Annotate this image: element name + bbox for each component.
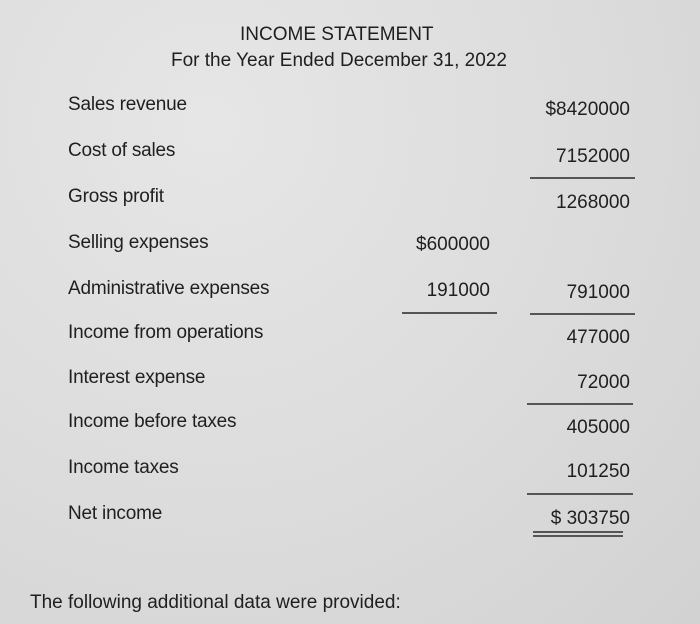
value-gross-profit: 1268000 — [556, 192, 630, 213]
row-label-cost-of-sales: Cost of sales — [68, 140, 176, 161]
row-label-net-income: Net income — [68, 503, 163, 524]
row-label-income-taxes: Income taxes — [68, 457, 179, 478]
row-label-income-before-taxes: Income before taxes — [68, 411, 237, 432]
additional-data-note: The following additional data were provided: — [30, 592, 401, 613]
double-underline-net-income-bottom — [533, 535, 623, 537]
statement-period: For the Year Ended December 31, 2022 — [171, 50, 507, 71]
row-label-gross-profit: Gross profit — [68, 186, 164, 207]
value-income-taxes: 101250 — [566, 461, 630, 482]
row-label-interest-expense: Interest expense — [68, 367, 206, 388]
value-cost-of-sales: 7152000 — [556, 146, 630, 167]
underline-cost-of-sales — [530, 177, 635, 179]
row-label-sales-revenue: Sales revenue — [68, 94, 187, 115]
underline-interest-expense — [527, 403, 633, 405]
value-total-operating-expenses: 791000 — [566, 282, 630, 303]
value-income-before-taxes: 405000 — [566, 417, 630, 438]
value-income-from-operations: 477000 — [566, 327, 630, 348]
row-label-administrative-expenses: Administrative expenses — [68, 278, 270, 299]
value-net-income: $ 303750 — [550, 508, 630, 529]
value-interest-expense: 72000 — [577, 372, 630, 393]
row-label-selling-expenses: Selling expenses — [68, 232, 209, 253]
row-label-income-from-operations: Income from operations — [68, 322, 264, 343]
statement-title: INCOME STATEMENT — [240, 24, 434, 45]
underline-income-taxes — [527, 493, 633, 495]
underline-total-operating-expenses — [530, 313, 635, 315]
value-administrative-expenses: 191000 — [426, 280, 490, 301]
double-underline-net-income-top — [533, 531, 623, 533]
value-selling-expenses: $600000 — [416, 234, 490, 255]
value-sales-revenue: $8420000 — [545, 99, 630, 120]
underline-administrative-expenses — [402, 312, 497, 314]
